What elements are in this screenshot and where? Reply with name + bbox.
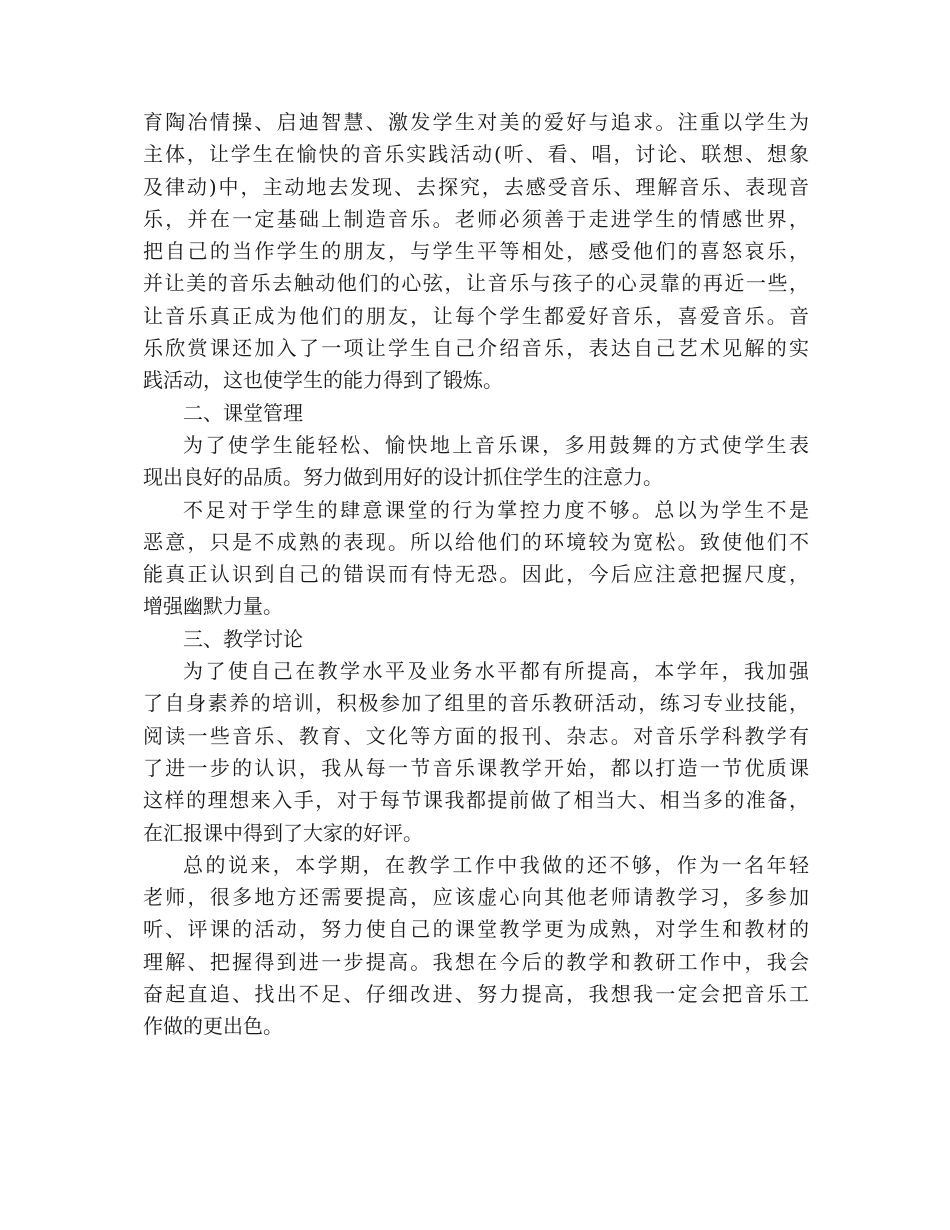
text-line: 现出良好的品质。努力做到用好的设计抓住学生的注意力。 <box>143 465 663 490</box>
text-line: 增强幽默力量。 <box>143 594 283 619</box>
text-line: 阅读一些音乐、教育、文化等方面的报刊、杂志。对音乐学科教学有 <box>143 723 809 748</box>
text-line: 把自己的当作学生的朋友，与学生平等相处，感受他们的喜怒哀乐， <box>143 239 809 264</box>
text-line: 及律动)中，主动地去发现、去探究，去感受音乐、理解音乐、表现音 <box>143 174 809 199</box>
text-line: 总的说来，本学期，在教学工作中我做的还不够，作为一名年轻 <box>183 852 809 877</box>
text-line: 为了使自己在教学水平及业务水平都有所提高，本学年，我加强 <box>183 659 809 684</box>
text-line: 让音乐真正成为他们的朋友，让每个学生都爱好音乐，喜爱音乐。音 <box>143 303 809 328</box>
text-line: 践活动，这也使学生的能力得到了锻炼。 <box>143 368 503 393</box>
text-line: 主体，让学生在愉快的音乐实践活动(听、看、唱，讨论、联想、想象 <box>143 142 809 167</box>
text-line: 育陶冶情操、启迪智慧、激发学生对美的爱好与追求。注重以学生为 <box>143 110 809 134</box>
text-line: 这样的理想来入手，对于每节课我都提前做了相当大、相当多的准备， <box>143 788 809 813</box>
text-line: 了进一步的认识，我从每一节音乐课教学开始，都以打造一节优质课 <box>143 755 809 780</box>
text-line: 乐欣赏课还加入了一项让学生自己介绍音乐，表达自己艺术见解的实 <box>143 336 809 361</box>
paragraph <box>143 849 809 1043</box>
paragraph <box>143 106 809 397</box>
text-line: 恶意，只是不成熟的表现。所以给他们的环境较为宽松。致使他们不 <box>143 529 809 554</box>
document-body <box>143 106 809 1043</box>
text-line: 能真正认识到自己的错误而有恃无恐。因此，今后应注意把握尺度， <box>143 562 809 587</box>
text-line: 作做的更出色。 <box>143 1014 283 1039</box>
text-line: 了自身素养的培训，积极参加了组里的音乐教研活动，练习专业技能， <box>143 691 809 716</box>
text-line: 听、评课的活动，努力使自己的课堂教学更为成熟，对学生和教材的 <box>143 917 809 942</box>
text-line: 为了使学生能轻松、愉快地上音乐课，多用鼓舞的方式使学生表 <box>183 432 809 457</box>
paragraph <box>143 655 809 849</box>
text-line: 在汇报课中得到了大家的好评。 <box>143 820 423 845</box>
section-heading: 二、课堂管理 <box>183 400 303 425</box>
text-line: 理解、把握得到进一步提高。我想在今后的教学和教研工作中，我会 <box>143 949 809 974</box>
text-line: 并让美的音乐去触动他们的心弦，让音乐与孩子的心灵靠的再近一些， <box>143 271 809 296</box>
paragraph <box>143 494 809 623</box>
text-line: 老师，很多地方还需要提高，应该虚心向其他老师请教学习，多参加 <box>143 885 809 910</box>
text-line: 奋起直追、找出不足、仔细改进、努力提高，我想我一定会把音乐工 <box>143 982 809 1007</box>
paragraph <box>143 429 809 494</box>
section-heading: 三、教学讨论 <box>183 626 303 651</box>
text-line: 乐，并在一定基础上制造音乐。老师必须善于走进学生的情感世界， <box>143 206 809 231</box>
text-line: 不足对于学生的肆意课堂的行为掌控力度不够。总以为学生不是 <box>183 497 809 522</box>
